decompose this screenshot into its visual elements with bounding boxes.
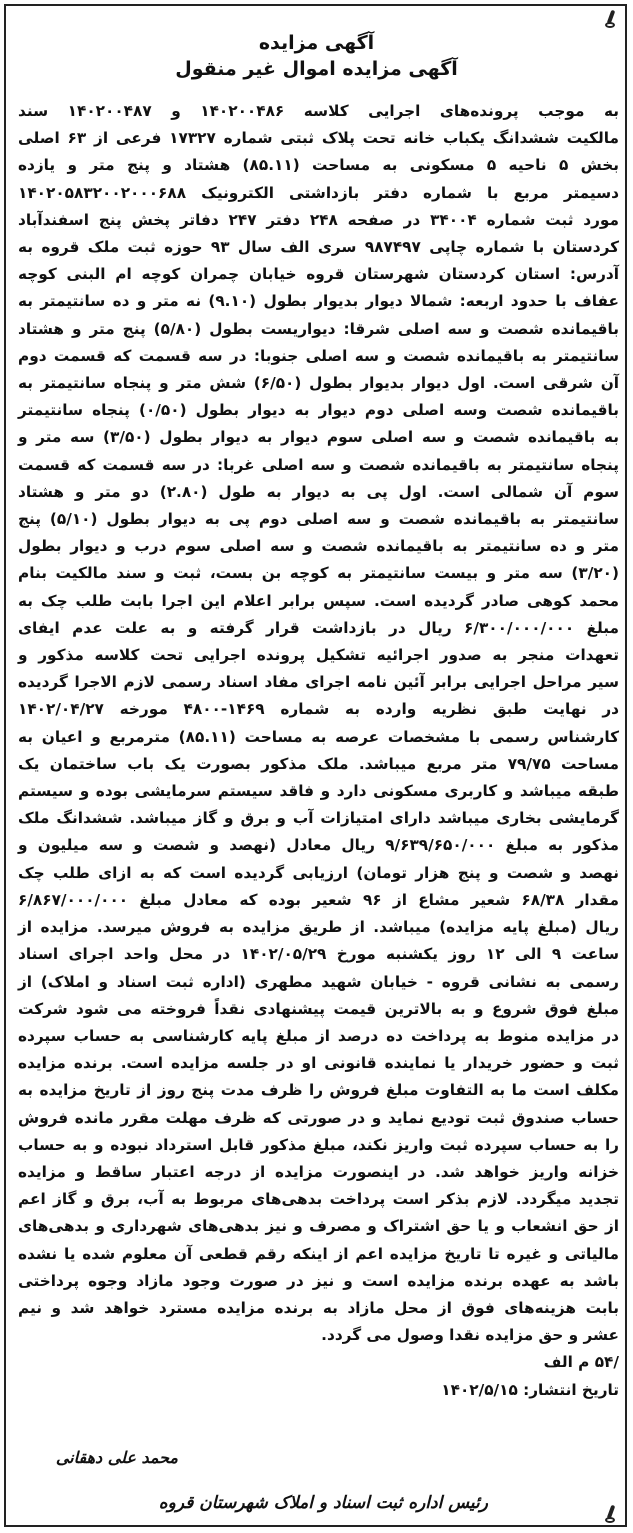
notice-body bbox=[18, 98, 619, 1404]
publish-date: تاریخ انتشار: ۱۴۰۲/۵/۱۵ bbox=[441, 1380, 619, 1399]
signer-name: محمد علی دهقانی bbox=[55, 1448, 178, 1467]
pin-icon bbox=[603, 10, 621, 30]
body-line: طبقه میباشد و کاربری مسکونی دارد و فاقد سیستم سرمایشی بوده و سیستم bbox=[18, 782, 619, 801]
pin-icon bbox=[603, 1505, 621, 1525]
signer-title: رئیس اداره ثبت اسناد و املاک شهرستان قروه bbox=[158, 1493, 488, 1513]
body-line: حساب صندوق ثبت تودیع نماید و در صورتی که ظرف مهلت مقرر مانده فروش bbox=[18, 1108, 619, 1127]
notice-header bbox=[0, 30, 633, 82]
body-line: مبلغ ۶/۳۰۰/۰۰۰/۰۰۰ ریال در بازداشت قرار گرفته و به علت عدم ایفای bbox=[18, 618, 619, 637]
body-line: ساعت ۹ الی ۱۲ روز یکشنبه مورخ ۱۴۰۲/۰۵/۲۹ در محل واحد اجرای اسناد bbox=[18, 945, 619, 964]
body-line: باشد به عهده برنده مزایده است و نیز در صورت وجود مازاد وجوه پرداختی bbox=[18, 1271, 619, 1290]
body-line: به موجب پرونده‌های اجرایی کلاسه ۱۴۰۲۰۰۴۸۶ و ۱۴۰۲۰۰۴۸۷ سند bbox=[18, 102, 619, 120]
body-line: مقدار ۶۸/۳۸ شعیر مشاع از ۹۶ شعیر بوده که معادل مبلغ ۶/۸۶۷/۰۰۰/۰۰۰ bbox=[18, 890, 619, 909]
body-line: در مزایده منوط به پرداخت ده درصد از مبلغ پایه کارشناسی به حساب سپرده bbox=[18, 1026, 619, 1045]
body-line: مالیاتی و غیره تا تاریخ مزایده اعم از اینکه رقم قطعی آن معلوم شده یا نشده bbox=[18, 1244, 619, 1263]
body-line: مساحت ۷۹/۷۵ متر مربع میباشد. ملک مذکور بصورت یک باب ساختمان یک bbox=[18, 754, 619, 773]
body-line: محمد کوهی صادر گردیده است. سپس برابر اعلام این اجرا بابت طلب چک به bbox=[18, 591, 619, 610]
body-line: آن شرقی است. اول دیوار بدیوار بطول (۶/۵۰) شش متر و پنجاه سانتیمتر به bbox=[18, 374, 620, 393]
body-line: مورد ثبت شماره ۳۴۰۰۴ در صفحه ۲۴۸ دفتر ۲۴۷ دفاتر پخش پنج اسفندآباد bbox=[18, 210, 619, 229]
body-line: پنجاه سانتیمتر به باقیمانده شصت و سه اصلی غربا: در سه قسمت که قسمت bbox=[18, 455, 619, 474]
body-line: سانتیمتر به باقیمانده شصت و سه اصلی دوم پی به دیوار بطول (۵/۱۰) پنج bbox=[18, 510, 619, 529]
body-line: تعهدات منجر به صدور اجرائیه تشکیل پرونده اجرایی تحت کلاسه مذکور و bbox=[18, 646, 619, 665]
body-line: سیر مراحل اجرایی برابر آئین نامه اجرای مفاد اسناد رسمی لازم الاجرا گردیده bbox=[18, 673, 619, 692]
body-line: رسمی به نشانی قروه - خیابان شهید مطهری (اداره ثبت اسناد و املاک) از bbox=[18, 972, 619, 991]
body-line: مکلف است ما به التفاوت مبلغ فروش را ظرف مدت پنج روز از تاریخ مزایده به bbox=[18, 1081, 619, 1100]
body-line: سانتیمتر به باقیمانده شصت و سه اصلی جنوبا: در سه قسمت که قسمت دوم bbox=[18, 346, 619, 365]
body-line: خزانه واریز خواهد شد. در اینصورت مزایده از درجه اعتبار ساقط و مزایده bbox=[18, 1162, 619, 1181]
body-line: بخش ۵ ناحیه ۵ مسکونی به مساحت (۸۵.۱۱) هشتاد و پنج متر و یازده bbox=[18, 156, 620, 175]
body-line: گرمایشی بخاری میباشد دارای امتیازات آب و برق و گاز میباشد. ششدانگ ملک bbox=[18, 809, 619, 828]
body-line: مذکور به مبلغ ۹/۶۳۹/۶۵۰/۰۰۰ ریال معادل (نهصد و شصت و سه میلیون و bbox=[18, 836, 619, 855]
body-line: سوم آن شمالی است. اول پی به دیوار به طول (۲.۸۰) دو متر و هشتاد bbox=[18, 482, 620, 501]
body-line: باقیمانده شصت وسه اصلی دوم دیوار به دیوار بطول (۰/۵۰) پنجاه سانتیمتر bbox=[18, 401, 619, 420]
body-line: بابت هزینه‌های فوق از محل مازاد به برنده مزایده مسترد خواهد شد و نیم bbox=[18, 1298, 619, 1317]
body-line: متر و ده سانتیمتر به باقیمانده شصت و سه اصلی سوم درب و دیوار بطول bbox=[18, 537, 619, 556]
body-line: نهصد و شصت و پنج هزار تومان) ارزیابی گردیده است که به ازای طلب چک bbox=[18, 863, 619, 882]
body-line: آدرس: استان کردستان شهرستان قروه خیابان چمران کوچه ام البنی کوچه bbox=[18, 265, 619, 284]
body-line: ریال (مبلغ پایه مزایده) میباشد. از طریق مزایده به فروش میرسد. مزایده از bbox=[18, 918, 619, 937]
body-line: عفاف با حدود اربعه: شمالا دیوار بدیوار بطول (۹.۱۰) نه متر و ده سانتیمتر به bbox=[18, 292, 620, 311]
body-line: دسیمتر مربع با شماره دفتر بازداشتی الکترونیک ۱۴۰۲۰۵۸۳۲۰۰۲۰۰۰۶۸۸ bbox=[18, 183, 619, 202]
body-line: باقیمانده شصت و سه اصلی شرقا: دیواریست بطول (۵/۸۰) پنج متر و هشتاد bbox=[18, 319, 620, 338]
body-line: مبلغ فوق شروع و به بالاترین قیمت پیشنهادی نقداً فروخته می شود شرکت bbox=[18, 999, 619, 1018]
body-line: کردستان با شماره چاپی ۹۸۷۴۹۷ سری الف سال ۹۳ حوزه ثبت ملک قروه به bbox=[18, 238, 619, 257]
body-line: از حق انشعاب و یا حق اشتراک و مصرف و نیز بدهی‌های شهرداری و بدهی‌های bbox=[18, 1217, 619, 1236]
body-line: را به حساب سپرده ثبت واریز نکند، مبلغ مذکور قابل استرداد نبوده و به حساب bbox=[18, 1135, 619, 1154]
body-line: ثبت و حضور خریدار یا نماینده قانونی او در جلسه مزایده است. برنده مزایده bbox=[18, 1054, 619, 1073]
body-line: کارشناس رسمی با مشخصات عرصه به مساحت (۸۵.۱۱) مترمربع و اعیان به bbox=[18, 727, 619, 746]
body-line: عشر و حق مزایده نقدا وصول می گردد. bbox=[321, 1326, 619, 1345]
body-line: به باقیمانده شصت و سه اصلی سوم دیوار به دیوار بطول (۳/۵۰) سه متر و bbox=[18, 428, 619, 447]
body-line: (۳/۲۰) سه متر و بیست سانتیمتر به کوچه بن بست، ثبت و سند مالکیت بنام bbox=[18, 564, 619, 583]
notice-code: /۵۴ م الف bbox=[543, 1353, 619, 1372]
notice-title: آگهی مزایده bbox=[258, 32, 375, 54]
body-line: مالکیت ششدانگ یکباب خانه تحت پلاک ثبتی شماره ۱۷۳۲۷ فرعی از ۶۳ اصلی bbox=[18, 129, 619, 148]
body-line: در نهایت طبق نظریه وارده به شماره ۱۴۶۹-۴۸۰۰ مورخه ۱۴۰۲/۰۴/۲۷ bbox=[18, 700, 619, 719]
notice-subtitle: آگهی مزایده اموال غیر منقول bbox=[175, 58, 458, 80]
body-line: تجدید میگردد. لازم بذکر است پرداخت بدهی‌های مربوط به آب، برق و گاز اعم bbox=[18, 1190, 619, 1209]
